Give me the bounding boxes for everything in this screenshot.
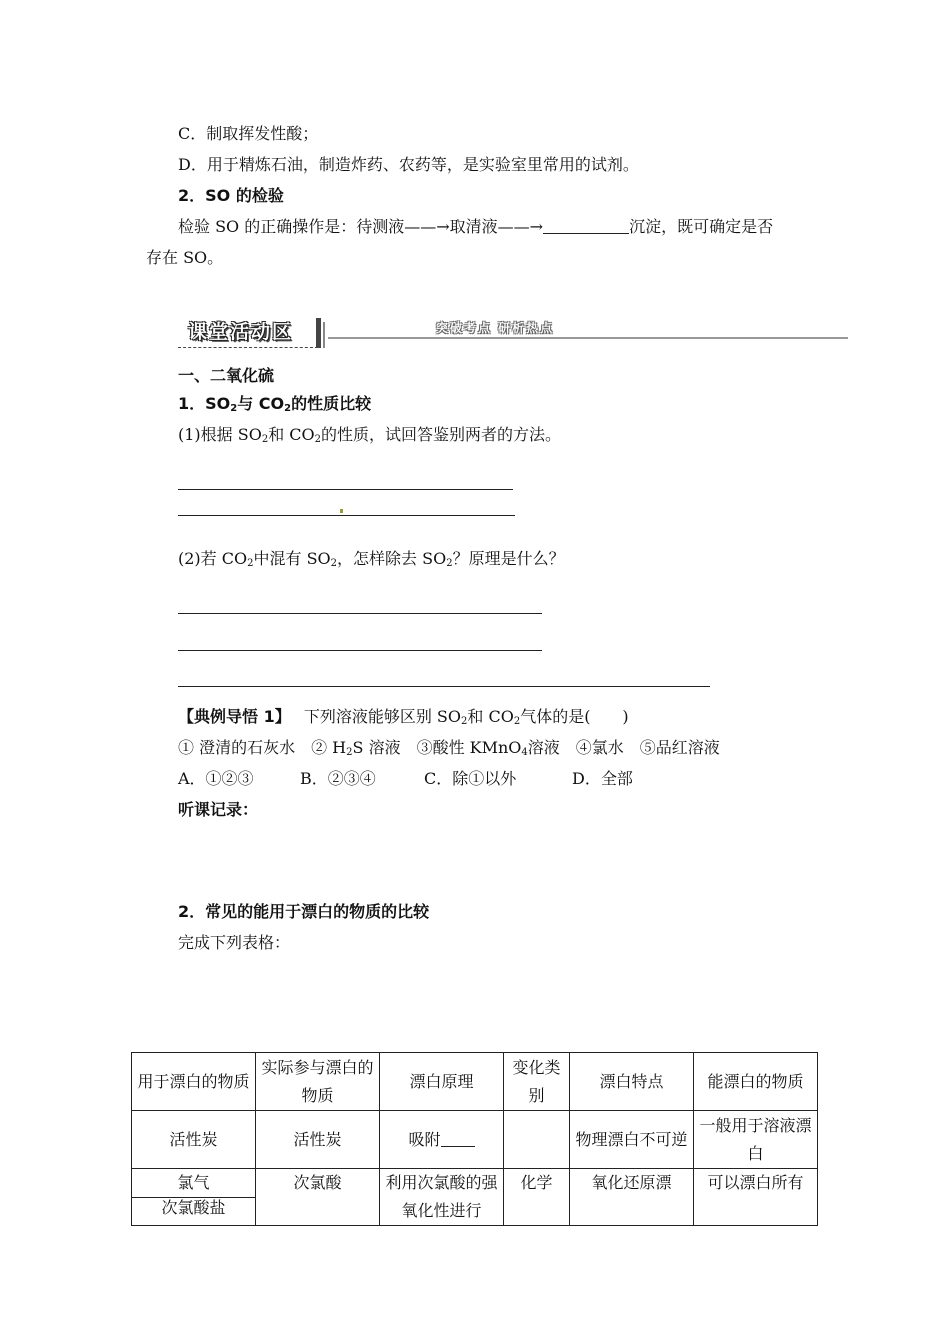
opt-text: 溶液 ④氯水 ⑤品红溶液 xyxy=(527,738,720,757)
banner-divider-thin xyxy=(323,322,325,348)
banner-underline xyxy=(178,347,318,348)
table-cell: 氧化还原漂 xyxy=(570,1169,694,1226)
subsection-compare xyxy=(178,394,371,419)
subscript: 2 xyxy=(314,434,322,445)
q-text: 和 CO xyxy=(268,425,315,444)
table-cell: 物理漂白不可逆 xyxy=(570,1111,694,1169)
banner-divider xyxy=(316,318,321,348)
cell-text: 吸附 xyxy=(408,1129,441,1149)
section-title-so2: 一、二氧化硫 xyxy=(178,366,275,385)
bleach-table xyxy=(131,1052,818,1226)
example-choices xyxy=(178,769,633,789)
choice-c[interactable]: C．除①以外 xyxy=(424,769,517,788)
q-text: (2)若 CO xyxy=(178,549,248,568)
cell-text: 氯气 xyxy=(132,1169,255,1198)
sub-text: 的性质比较 xyxy=(291,394,372,413)
mark-dot xyxy=(340,509,343,513)
answer-line[interactable] xyxy=(178,650,542,651)
check-procedure xyxy=(178,217,773,237)
table-header-row xyxy=(132,1053,818,1111)
answer-blank[interactable] xyxy=(543,219,629,234)
q-text: (1)根据 SO xyxy=(178,425,262,444)
heading-so-test: 2．SO 的检验 xyxy=(178,186,284,205)
header-cell: 漂白原理 xyxy=(380,1053,504,1111)
item-c: C．制取挥发性酸； xyxy=(178,124,319,143)
table-cell[interactable] xyxy=(504,1111,570,1169)
header-cell: 实际参与漂白的物质 xyxy=(256,1053,380,1111)
notes-label: 听课记录： xyxy=(178,800,259,819)
table-cell: 活性炭 xyxy=(132,1111,256,1169)
header-cell: 变化类别 xyxy=(504,1053,570,1111)
section-title-bleach: 2．常见的能用于漂白的物质的比较 xyxy=(178,902,430,921)
q-text: 的性质，试回答鉴别两者的方法。 xyxy=(321,425,562,444)
question-2 xyxy=(178,549,565,574)
table-cell-split xyxy=(132,1169,256,1226)
section-banner xyxy=(178,316,848,348)
sub-text: 与 CO xyxy=(237,394,285,413)
question-1 xyxy=(178,425,561,450)
example-label: 【典例导悟 1】 xyxy=(178,707,291,726)
answer-line[interactable] xyxy=(178,613,542,614)
opt-text: S 溶液 ③酸性 KMnO xyxy=(352,738,522,757)
table-cell: 一般用于溶液漂白 xyxy=(694,1111,818,1169)
subscript: 2 xyxy=(330,558,338,569)
q-text: ？原理是什么？ xyxy=(452,549,565,568)
table-row xyxy=(132,1111,818,1169)
answer-line[interactable] xyxy=(178,489,513,490)
subscript: 2 xyxy=(446,558,453,569)
banner-title: 课堂活动区 xyxy=(188,321,294,343)
subscript: 2 xyxy=(247,558,254,569)
cell-text: 次氯酸盐 xyxy=(161,1198,226,1217)
answer-blank[interactable] xyxy=(441,1132,475,1147)
table-cell: 可以漂白所有 xyxy=(694,1169,818,1226)
q-text: 中混有 SO xyxy=(253,549,331,568)
banner-rule xyxy=(328,337,848,339)
header-cell: 漂白特点 xyxy=(570,1053,694,1111)
subscript: 2 xyxy=(261,434,269,445)
header-cell: 能漂白的物质 xyxy=(694,1053,818,1111)
opt-text: ① 澄清的石灰水 ② H xyxy=(178,738,347,757)
q-text: ，怎样除去 SO xyxy=(337,549,447,568)
choice-b[interactable]: B．②③④ xyxy=(300,769,376,788)
q-text: 和 CO xyxy=(467,707,514,726)
answer-line[interactable] xyxy=(178,686,710,687)
table-cell xyxy=(380,1111,504,1169)
example-options xyxy=(178,738,720,763)
subscript: 2 xyxy=(230,403,238,414)
subscript: 2 xyxy=(346,747,353,758)
sub-text: 1．SO xyxy=(178,394,231,413)
subscript: 2 xyxy=(284,403,292,414)
choice-d[interactable]: D．全部 xyxy=(572,769,633,788)
q-text: 气体的是( ) xyxy=(520,707,629,726)
check-continuation: 存在 SO。 xyxy=(146,248,224,267)
table-cell: 利用次氯酸的强氧化性进行 xyxy=(380,1169,504,1226)
check-text-a: 检验 SO 的正确操作是：待测液——→取清液——→ xyxy=(178,217,544,236)
table-cell: 活性炭 xyxy=(256,1111,380,1169)
check-text-b: 沉淀，既可确定是否 xyxy=(629,217,774,236)
table-row xyxy=(132,1169,818,1226)
table-cell: 化学 xyxy=(504,1169,570,1226)
example-question xyxy=(178,707,629,732)
choice-a[interactable]: A．①②③ xyxy=(178,769,254,788)
header-cell: 用于漂白的物质 xyxy=(132,1053,256,1111)
subscript: 2 xyxy=(513,716,521,727)
table-cell: 次氯酸 xyxy=(256,1169,380,1226)
item-d: D．用于精炼石油，制造炸药、农药等，是实验室里常用的试剂。 xyxy=(178,155,639,174)
banner-subtitle: 突破考点 研析热点 xyxy=(436,321,555,335)
subscript: 4 xyxy=(521,747,528,758)
q-text: 下列溶液能够区别 SO xyxy=(303,707,461,726)
table-instruction: 完成下列表格： xyxy=(178,933,291,952)
subscript: 2 xyxy=(460,716,468,727)
answer-line[interactable] xyxy=(178,515,515,516)
